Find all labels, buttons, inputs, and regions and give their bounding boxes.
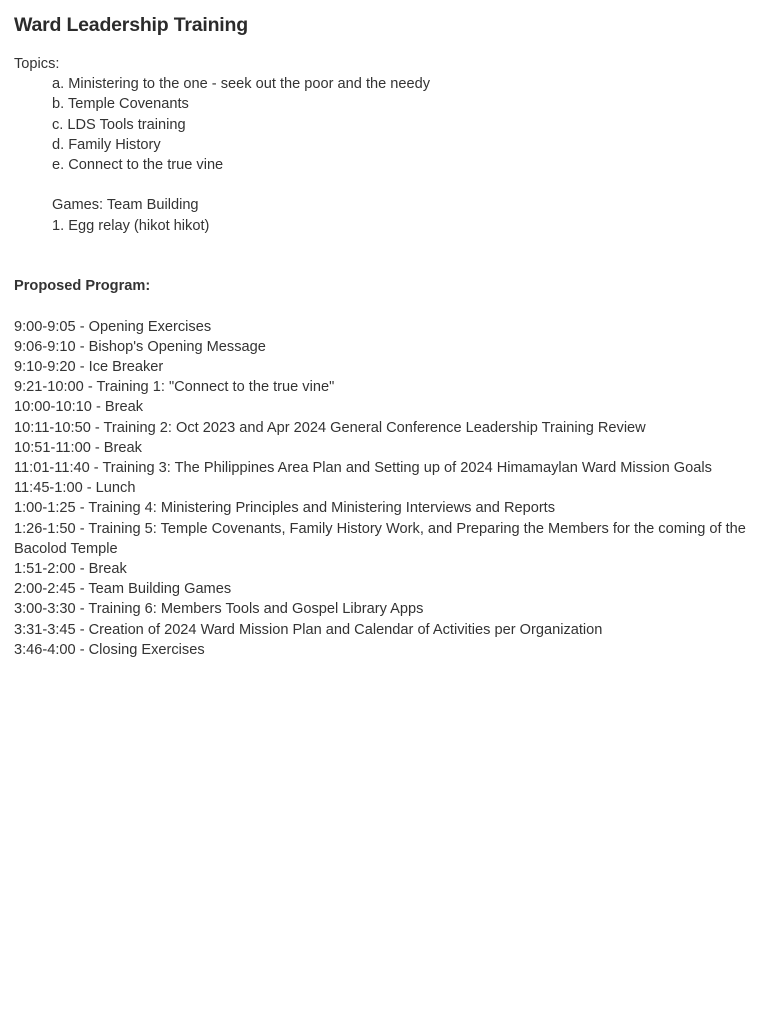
spacer — [14, 236, 754, 256]
game-item: 1. Egg relay (hikot hikot) — [52, 217, 210, 234]
program-item: 1:51-2:00 - Break — [14, 561, 127, 578]
program-list — [14, 317, 754, 660]
program-item: 1:00-1:25 - Training 4: Ministering Principles and Ministering Interviews and Reports — [14, 500, 556, 517]
games-label: Games: Team Building — [52, 197, 199, 214]
topics-list — [14, 74, 754, 175]
program-item: 10:51-11:00 - Break — [14, 439, 142, 456]
spacer — [14, 175, 754, 195]
program-item: 10:00-10:10 - Break — [14, 399, 143, 416]
program-item: 11:01-11:40 - Training 3: The Philippines Area Plan and Setting up of 2024 Himamaylan Ward Mission Goals — [14, 460, 712, 476]
program-item: 1:26-1:50 - Training 5: Temple Covenants, Family History Work, and Preparing the Members for the coming of the Bacolod Temple — [14, 520, 746, 557]
program-item: 3:00-3:30 - Training 6: Members Tools and Gospel Library Apps — [14, 601, 424, 618]
spacer — [14, 256, 754, 276]
program-item: 9:21-10:00 - Training 1: "Connect to the true vine" — [14, 379, 335, 396]
program-heading: Proposed Program: — [14, 278, 151, 295]
spacer — [14, 296, 754, 316]
program-item: 9:00-9:05 - Opening Exercises — [14, 318, 212, 335]
topic-item: d. Family History — [52, 136, 161, 153]
topic-item: e. Connect to the true vine — [52, 157, 224, 174]
program-item: 9:06-9:10 - Bishop's Opening Message — [14, 338, 266, 355]
program-item: 2:00-2:45 - Team Building Games — [14, 581, 232, 598]
program-item: 3:46-4:00 - Closing Exercises — [14, 641, 205, 658]
program-item: 9:10-9:20 - Ice Breaker — [14, 358, 164, 375]
topics-label: Topics: — [14, 56, 60, 72]
topic-item: c. LDS Tools training — [52, 116, 186, 133]
topic-item: a. Ministering to the one - seek out the poor and the needy — [52, 76, 431, 93]
program-item: 11:45-1:00 - Lunch — [14, 480, 136, 497]
topic-item: b. Temple Covenants — [52, 96, 189, 113]
document-page — [14, 12, 754, 660]
document-title: Ward Leadership Training — [14, 14, 248, 36]
program-item: 10:11-10:50 - Training 2: Oct 2023 and Apr 2024 General Conference Leadership Training Review — [14, 419, 646, 436]
program-item: 3:31-3:45 - Creation of 2024 Ward Mission Plan and Calendar of Activities per Organization — [14, 621, 603, 638]
